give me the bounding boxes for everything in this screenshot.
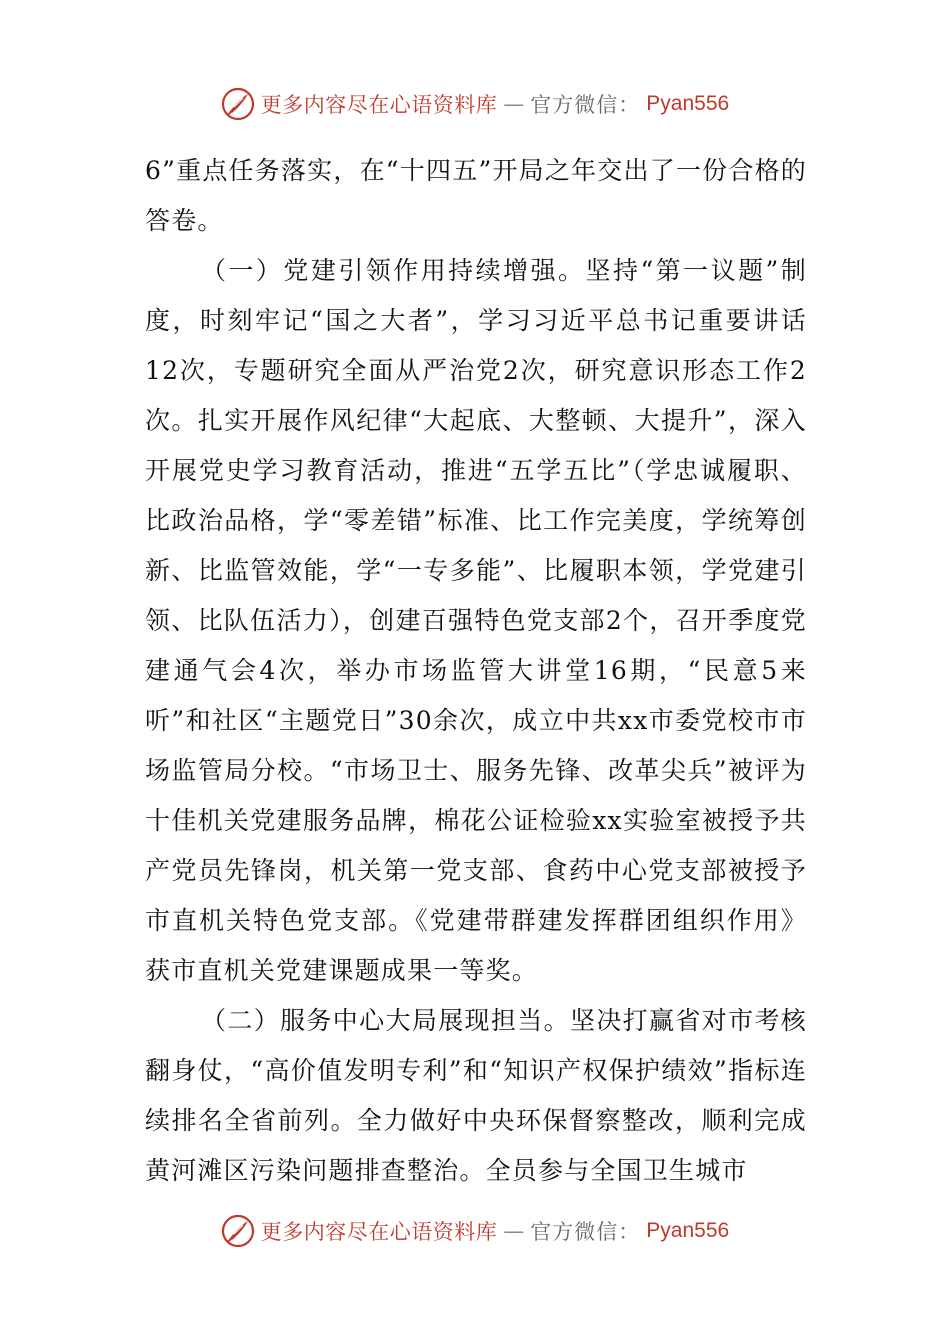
watermark-separator: — [503,1219,525,1243]
watermark-wechat-label: 官方微信： [530,93,641,117]
watermark-separator: — [503,92,525,116]
footer-watermark [0,1211,950,1251]
quill-pen-logo-icon [221,1214,255,1248]
watermark-wechat-id: Pyan556 [646,92,730,115]
watermark-title: 更多内容尽在心语资料库 [260,93,498,117]
paragraph-party-building: （一）党建引领作用持续增强。坚持“第一议题”制度，时刻牢记“国之大者”，学习习近平总书记重要讲话12次，专题研究全面从严治党2次，研究意识形态工作2次。扎实开展作风纪律“大起底、大整顿、大提升”，深入开展党史学习教育活动，推进“五学五比”（学忠诚履职、比政治品格，学“零差错”标准、比工作完美度，学统筹创新、比监管效能，学“一专多能”、比履职本领，学党建引领、比队伍活力），创建百强特色党支部2个，召开季度党建通气会4次，举办市场监管大讲堂16期，“民意5来听”和社区“主题党日”30余次，成立中共xx市委党校市市场监管局分校。“市场卫士、服务先锋、改革尖兵”被评为十佳机关党建服务品牌，棉花公证检验xx实验室被授予共产党员先锋岗，机关第一党支部、食药中心党支部被授予市直机关特色党支部。《党建带群建发挥群团组织作用》获市直机关党建课题成果一等奖。 [145,256,807,985]
paragraph-serve-central-work: （二）服务中心大局展现担当。坚决打赢省对市考核翻身仗，“高价值发明专利”和“知识产权保护绩效”指标连续排名全省前列。全力做好中央环保督察整改，顺利完成黄河滩区污染问题排查整治。全员参与全国卫生城市 [145,1006,807,1185]
document-body [145,146,807,1196]
paragraph-continuation: 6”重点任务落实，在“十四五”开局之年交出了一份合格的答卷。 [145,156,807,235]
watermark-wechat-label: 官方微信： [530,1220,641,1244]
quill-pen-logo-icon [221,87,255,121]
watermark-title: 更多内容尽在心语资料库 [260,1220,498,1244]
header-watermark [0,84,950,124]
watermark-wechat-id: Pyan556 [646,1219,730,1242]
